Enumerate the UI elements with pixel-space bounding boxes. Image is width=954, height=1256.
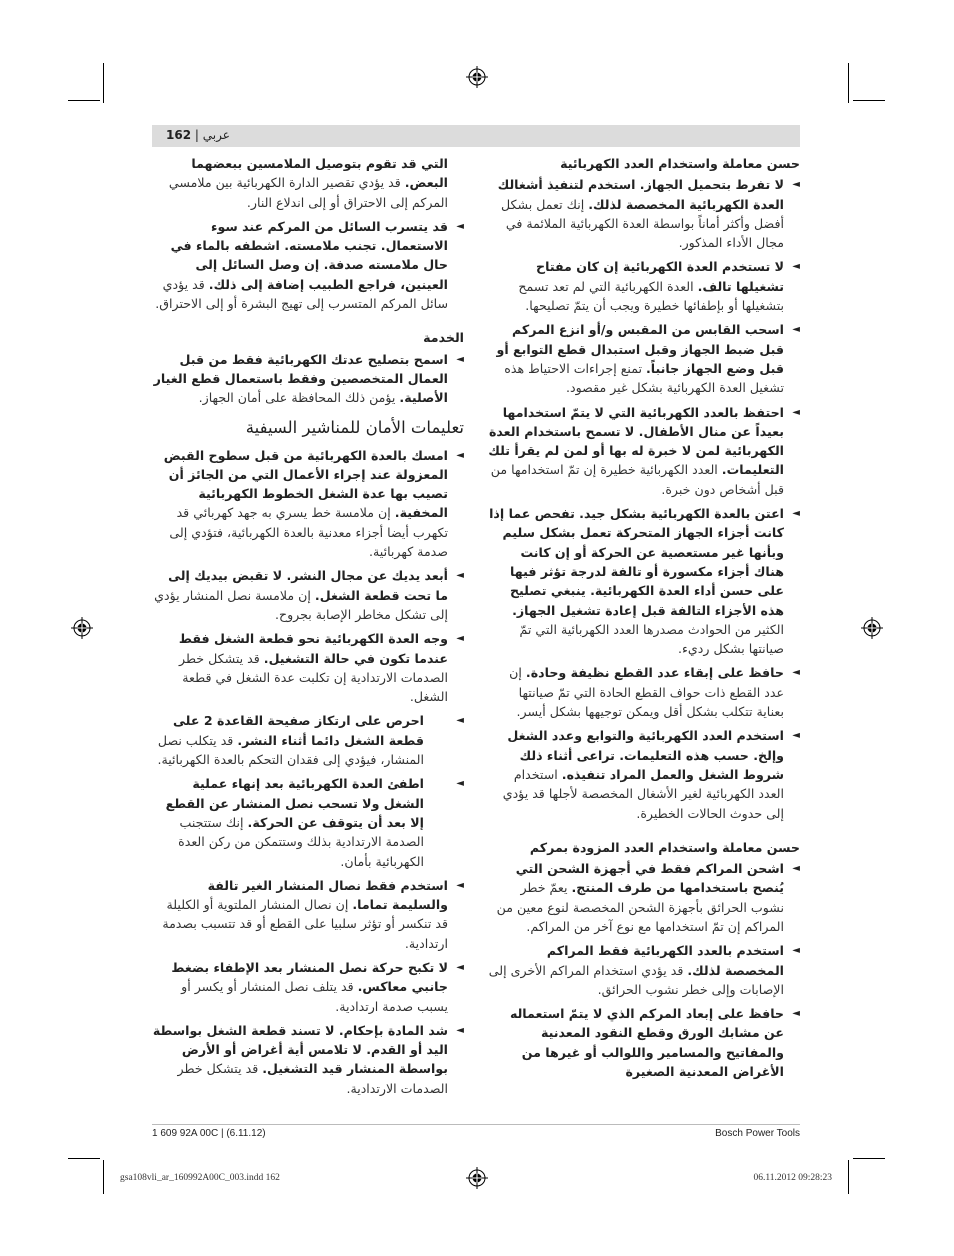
triangle-bullet-icon: ◄ (456, 353, 464, 365)
triangle-bullet-icon: ◄ (456, 961, 464, 973)
triangle-bullet-icon: ◄ (456, 633, 464, 645)
triangle-bullet-icon: ◄ (792, 730, 800, 742)
crop-mark (68, 100, 100, 101)
triangle-bullet-icon: ◄ (456, 879, 464, 891)
crop-mark (848, 1160, 849, 1194)
crop-mark (853, 1158, 885, 1159)
footer-brand: Bosch Power Tools (715, 1128, 800, 1139)
list-item: ◄ استخدم بالعدد الكهربائية فقط المراكم المخصصة لذلك. قد يؤدي استخدام المراكم الأخرى إلى الإصابات وإلى خطر نشوب الحرائق. (488, 943, 800, 997)
page-language: عربي (202, 128, 230, 142)
triangle-bullet-icon: ◄ (456, 449, 464, 461)
triangle-bullet-icon: ◄ (792, 261, 800, 273)
crop-mark (103, 63, 104, 103)
list-item: ◄ اشحن المراكم فقط في أجهزة الشحن التي يُنصح باستخدامها من طرف المنتج. يعمّ خطر نشوب الحرائق بأجهزة الشحن المخصصة لنوع معين من المراكم إن تمّ استخدامها مع نوع آخر من المراكم. (496, 861, 800, 934)
print-slug-file: gsa108vli_ar_160992A00C_003.indd 162 (120, 1173, 280, 1183)
list-item: ◄ اطفئ العدة الكهربائية بعد إنهاء عملية الشغل ولا تسحب نصل المنشار عن القطع إلا بعد أن يتوقف عن الحركة. إنك ستتجنب الصدمة الارتدادية بذلك وستتمكن من ركن العدة الكهربائية بأمان. (165, 776, 464, 869)
triangle-bullet-icon: ◄ (792, 945, 800, 957)
section-title-service: الخدمة (423, 330, 464, 346)
list-item: ◄ لا تفرط بتحميل الجهاز. استخدم لتنفيذ أشغالك العدة الكهربائية المخصصة لذلك. إنك تعمل بشكل أفضل وأكثر أماناً بواسطة العدة الكهربائية الملائمة في مجال الأداء المذكور. (497, 177, 800, 251)
list-item: ◄ استخدم فقط نصال المنشار الغير تالفة والسليمة تماما. إن نصال المنشار الملتوية أو الكليلة قد تنكسر أو تؤثر سلبيا على القطع أو قد تتسبب بصدمة ارتدادية. (162, 877, 464, 951)
left-column (152, 154, 464, 1103)
triangle-bullet-icon: ◄ (456, 570, 464, 582)
list-item: ◄ قد يتسرب السائل من المركم عند سوء الاستعمال. تجنب ملامسته. اشطفه بالماء في حال ملامسته صدفة. إن وصل السائل إلى العينين، فراجع الطبيب إضافة إلى ذلك. قد يؤدي سائل المركم المتسرب إلى تهيج البشرة أو إلى الاحتراق. (155, 218, 464, 312)
power-tool-use-list (488, 175, 800, 823)
page-header: 162 | عربي (166, 128, 230, 142)
list-item: ◄ شد المادة بإحكام. لا تسند قطعة الشغل بواسطة اليد أو القدم. لا تلامس أية أغراض أو الأرض بواسطة المنشار قيد التشغيل. قد يتشكل خطر الصدمات الارتدادية. (152, 1022, 464, 1096)
list-item: ◄ امسك بالعدة الكهربائية من قبل سطوح القبض المعزولة عند إجراء الأعمال التي من الجائز أن تصيب بها عدة الشغل الخطوط الكهربائية المخفية. إن ملامسة خط يسري به جهد كهربائي قد تكهرب أيضا أجزاء معدنية بالعدة الكهربائية، فتؤدي إلى صدمة كهربائية. (163, 447, 464, 560)
list-item: ◄ حافظ على إبعاد المركم الذي لا يتمّ استعماله عن مشابك الورق وقطع النقود المعدنية والمفاتيح والمسامير واللوالب أو غيرها من الأغراض المعدنية الصغيرة (509, 1006, 800, 1080)
footer-divider (152, 1124, 800, 1125)
list-item: ◄ اعتن بالعدة الكهربائية بشكل جيد. تفحص عما إذا كانت أجزاء الجهاز المتحركة تعمل بشكل سليم وبأنها غير مستعصية عن الحركة أو إن كانت هناك أجزاء مكسورة أو تالفة لدرجة تؤثر فيها على حسن أداء العدة الكهربائية. ينبغي تصليح هذه الأجزاء التالفة قبل إعادة تشغيل الجهاز. الكثير من الحوادث مصدرها العدد الكهربائية التي تمّ صيانتها بشكل رديء. (489, 506, 800, 657)
list-item: ◄ استخدم العدد الكهربائية والتوابع وعدد الشغل وإلخ. حسب هذه التعليمات. تراعى أثناء ذلك شروط الشغل والعمل المراد تنفيذه. استخدام العدد الكهربائية لغير الأشغال المخصصة لأجلها قد يؤدي إلى حدوث الحالات الخطيرة. (502, 728, 800, 821)
list-item: ◄ أبعد يديك عن مجال النشر. لا تقبض بيديك إلى ما تحت قطعة الشغل. إن ملامسة نصل المنشار يؤدي إلى تشكل مخاطر الإصابة بجروح. (154, 568, 464, 622)
triangle-bullet-icon: ◄ (792, 179, 800, 191)
list-item: ◄ اسمح بتصليح عدتك الكهربائية فقط من قبل العمال المتخصصين وفقط باستعمال قطع الغيار الأصلية. يؤمن ذلك المحافظة على أمان الجهاز. (153, 351, 464, 406)
triangle-bullet-icon: ◄ (456, 715, 464, 727)
triangle-bullet-icon: ◄ (792, 1008, 800, 1020)
triangle-bullet-icon: ◄ (456, 1024, 464, 1036)
list-item: ◄ وجه العدة الكهربائية نحو قطعة الشغل فقط عندما تكون في حالة التشغيل. قد يتشكل خطر الصدمات الارتدادية إن تكلبت عدة الشغل في قطعة الشغل. (178, 631, 464, 705)
section-title-saber-saw-safety: تعليمات الأمان للمناشير السيفية (245, 417, 464, 437)
crosshair-registration-icon (71, 617, 93, 639)
page-header-bar (152, 125, 800, 147)
crosshair-registration-icon (466, 1167, 488, 1189)
list-item: ◄ احرص على ارتكاز صفيحة القاعدة 2 على قطعة الشغل دائما أثناء النشر. قد يتكلب نصل المنشار، فيؤدي إلى فقدان التحكم بالعدة الكهربائية. (157, 713, 464, 768)
list-item: ◄ حافظ على إبقاء عدد القطع نظيفة وحادة. إن عدد القطع ذات حواف القطع الحادة التي تمّ صيانتها بعناية تتكلب بشكل أقل ويمكن توجيهها بشكل أيسر. (509, 665, 800, 720)
triangle-bullet-icon: ◄ (792, 406, 800, 418)
section-title-battery-tool-use: حسن معاملة واستخدام العدد المزودة بمركم (529, 839, 800, 855)
list-item: ◄ لا تستخدم العدة الكهربائية إن كان مفتاح تشغيلها تالف. العدة الكهربائية التي لم تعد تسمح بتشغيلها أو بإطفائها خطيرة ويجب أن يتمّ تصليحها. (518, 259, 800, 314)
triangle-bullet-icon: ◄ (792, 863, 800, 875)
crop-mark (68, 1158, 100, 1159)
battery-tool-use-list (488, 859, 800, 1081)
crop-mark (848, 63, 849, 103)
section-title-power-tool-use: حسن معاملة واستخدام العدد الكهربائية (560, 156, 800, 171)
page-number: 162 (166, 128, 192, 142)
print-slug-datetime: 06.11.2012 09:28:23 (753, 1173, 832, 1183)
list-item: ◄ لا تكبح حركة نصل المنشار بعد الإطفاء بضغط جانبي معاكس. قد يتلف نصل المنشار أو يكسر أو يسبب صدمة ارتدادية. (171, 959, 464, 1014)
footer-doc-code: 1 609 92A 00C | (6.11.12) (152, 1128, 266, 1139)
triangle-bullet-icon: ◄ (456, 220, 464, 232)
list-item: ◄ اسحب القابس من المقبس و/أو انزع المركم قبل ضبط الجهاز وقبل استبدال قطع التوابع أو قبل وضع الجهاز جانباً. تمنع إجراءات الاحتياط هذه تشغيل العدة الكهربائية بشكل غير مقصود. (496, 322, 800, 396)
crop-mark (103, 1160, 104, 1194)
triangle-bullet-icon: ◄ (792, 667, 800, 679)
crosshair-registration-icon (466, 66, 488, 88)
list-item-continuation: التي قد تقوم بتوصيل الملامسين ببعضهما البعض. قد يؤدي تقصير الدارة الكهربائية بين ملامسي المركم إلى الاحتراق أو إلى اندلاع النار. (168, 156, 448, 210)
saber-saw-safety-list (152, 446, 464, 1099)
triangle-bullet-icon: ◄ (792, 324, 800, 336)
triangle-bullet-icon: ◄ (456, 778, 464, 790)
list-item: ◄ احتفظ بالعدد الكهربائية التي لا يتمّ استخدامها بعيداً عن منال الأطفال. لا تسمح باستخدام العدة الكهربائية لمن لا خبرة له بها أو لمن لم يقرأ تلك التعليمات. العدد الكهربائية خطيرة إن تمّ استخدامها من قبل أشخاص دون خبرة. (488, 404, 800, 497)
crosshair-registration-icon (861, 617, 883, 639)
triangle-bullet-icon: ◄ (792, 508, 800, 520)
crop-mark (853, 100, 885, 101)
right-column (488, 154, 800, 1086)
